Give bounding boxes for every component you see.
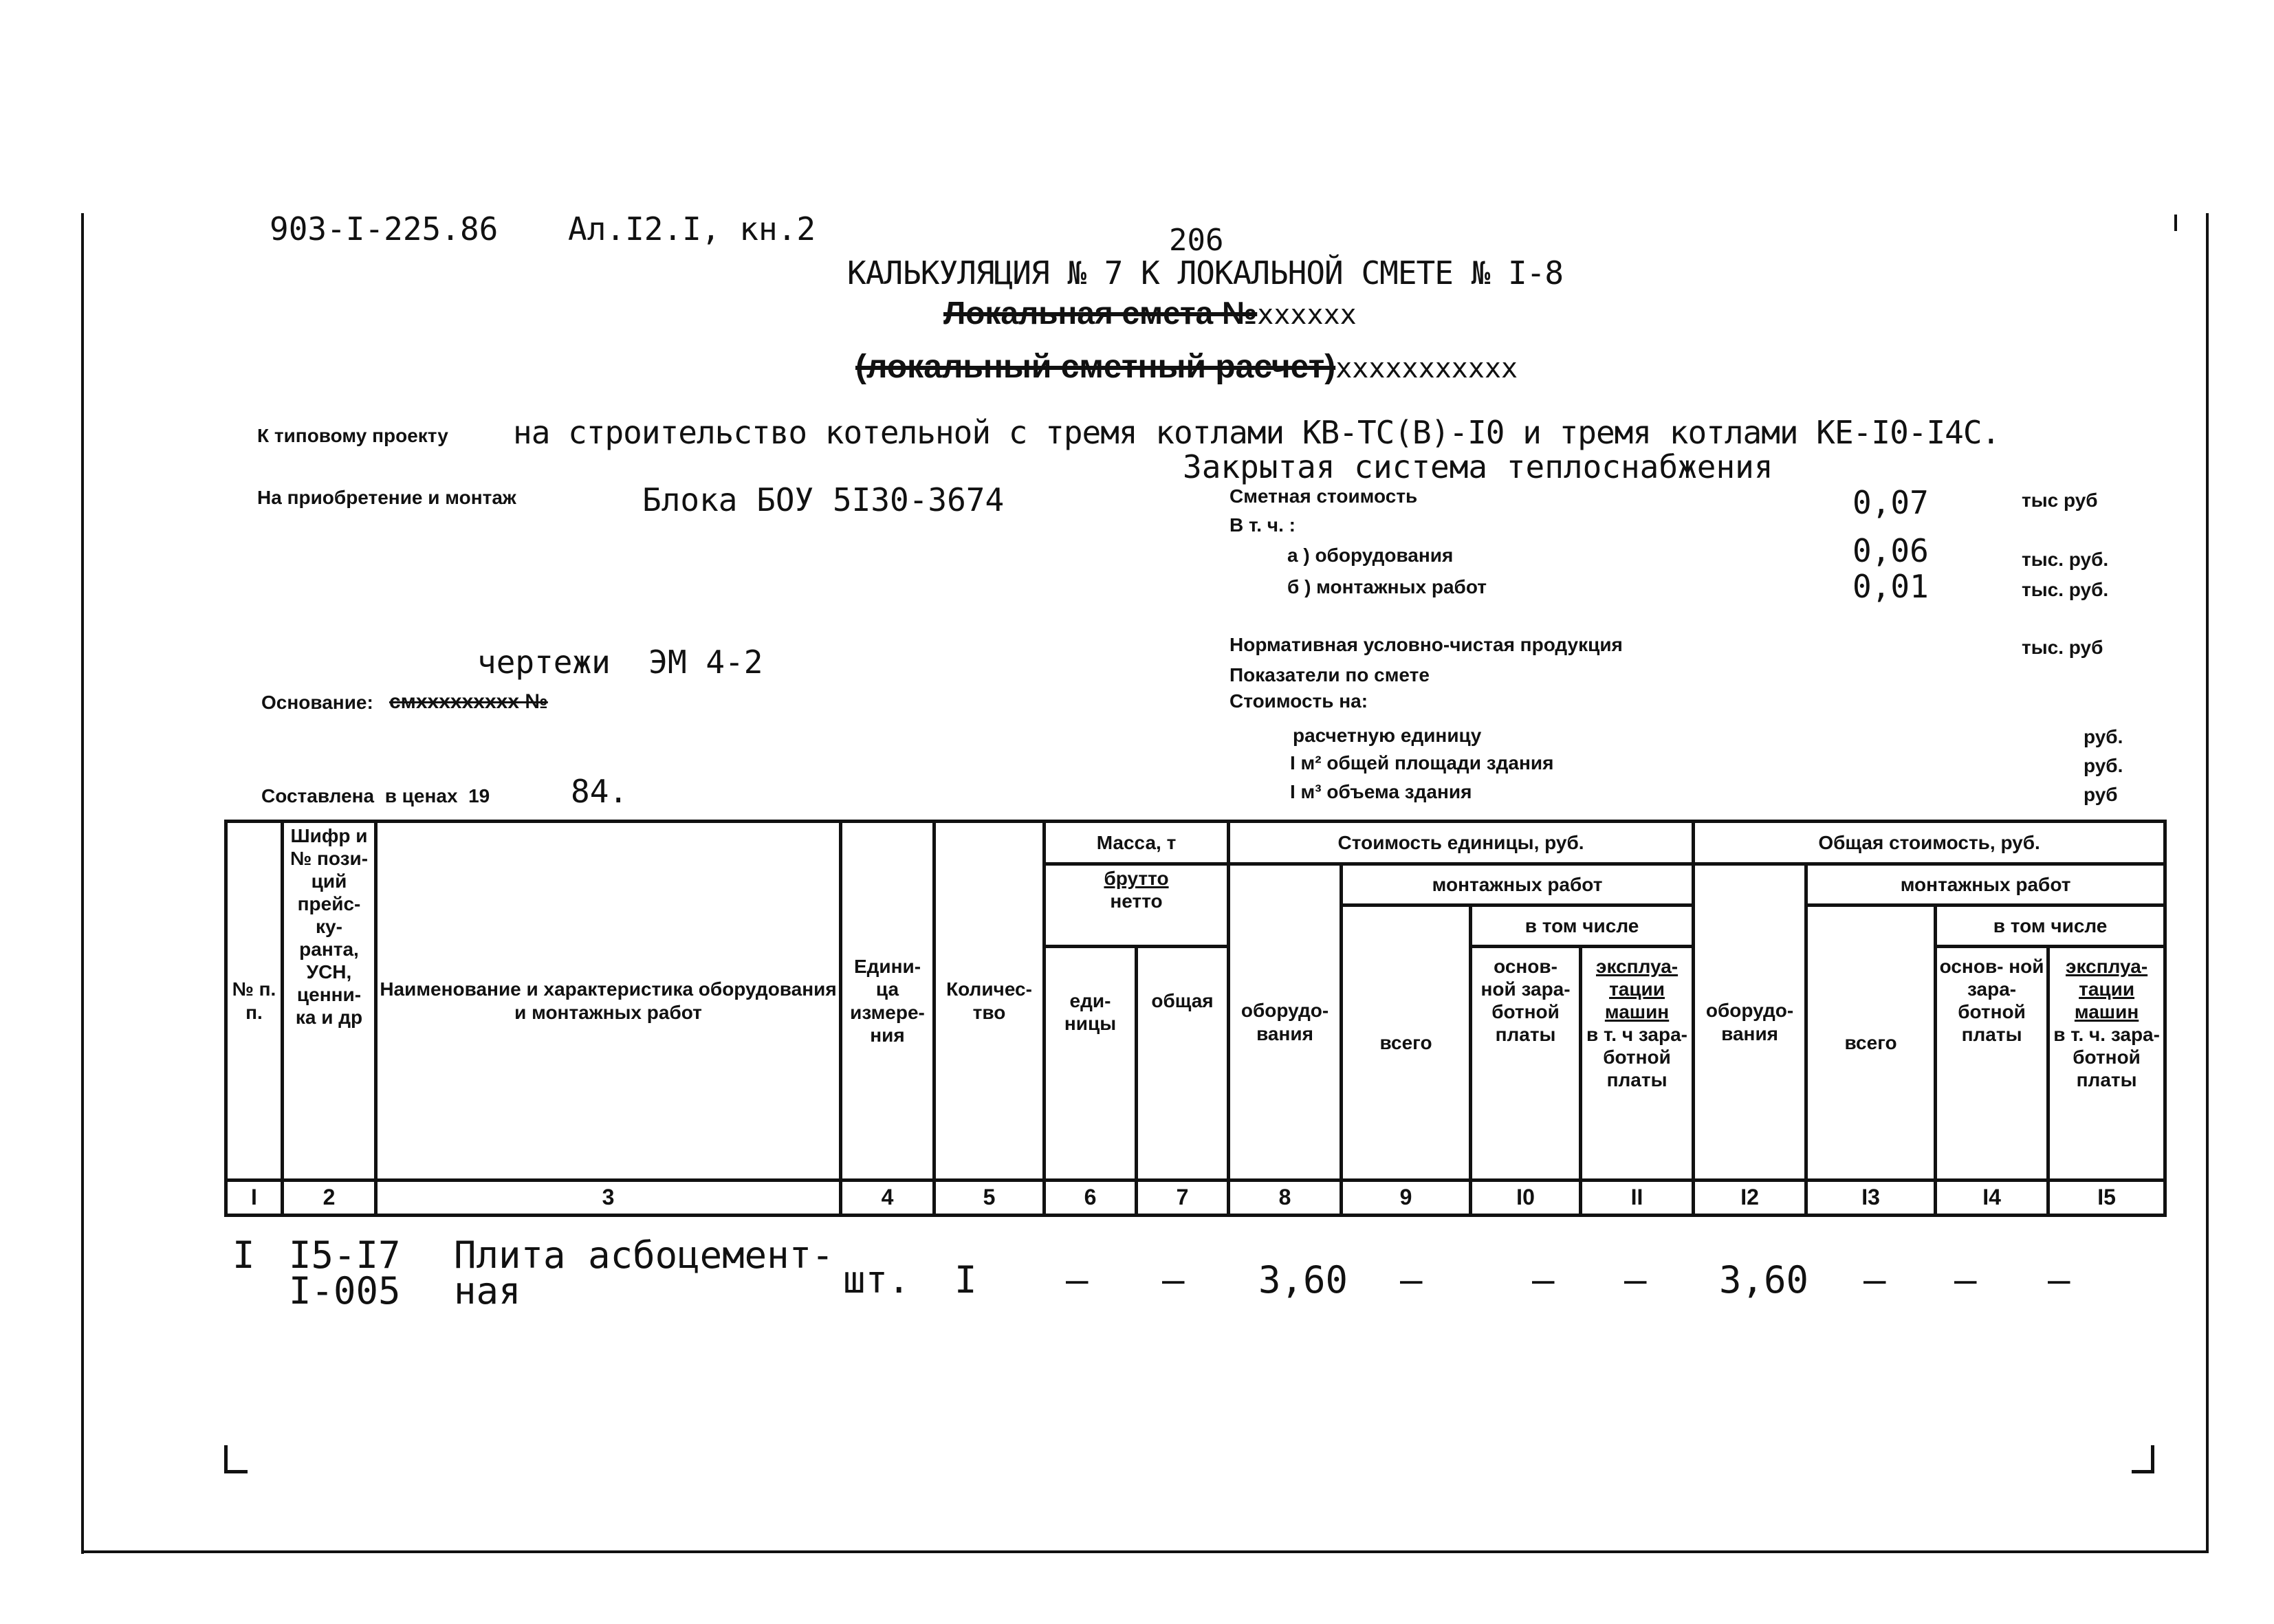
header-machines-unit-b: в т. ч зара- ботной платы bbox=[1586, 1024, 1688, 1091]
corner-mark-top-right bbox=[2174, 215, 2177, 231]
header-including-2: в том числе bbox=[1936, 906, 2165, 947]
column-number: I0 bbox=[1471, 1181, 1581, 1216]
column-number: 8 bbox=[1229, 1181, 1342, 1216]
purpose-value: Блока БОУ 5I30-3674 bbox=[642, 481, 1005, 518]
column-number: 7 bbox=[1137, 1181, 1229, 1216]
equipment-unit: тыс. руб. bbox=[2022, 549, 2109, 570]
row-equipment-unit: 3,60 bbox=[1258, 1258, 1348, 1302]
including-label: В т. ч. : bbox=[1229, 514, 1295, 536]
row-wage-total: – bbox=[1954, 1258, 1977, 1302]
calculation-title: КАЛЬКУЛЯЦИЯ № 7 К ЛОКАЛЬНОЙ СМЕТЕ № I-8 bbox=[847, 254, 1564, 292]
header-machines-unit bbox=[1581, 947, 1694, 1181]
row-name-2: ная bbox=[454, 1269, 521, 1313]
row-mass-unit: – bbox=[1066, 1258, 1089, 1302]
row-code-2: I-005 bbox=[289, 1269, 401, 1313]
project-code: 903-I-225.86 bbox=[270, 210, 499, 248]
header-brutto-netto bbox=[1045, 864, 1229, 947]
row-code-1: I5-I7 bbox=[289, 1233, 401, 1277]
total-cost-unit: тыс руб bbox=[2022, 490, 2098, 511]
header-brutto: брутто bbox=[1104, 868, 1169, 889]
project-value: на строительство котельной с тремя котлами КВ-ТС(В)-I0 и тремя котлами КЕ-I0-I4С. bbox=[513, 414, 2000, 451]
form-title-1-overwrite: xxxxxx bbox=[1257, 299, 1357, 331]
column-number: 5 bbox=[934, 1181, 1045, 1216]
header-netto: нетто bbox=[1110, 890, 1163, 912]
row-wage-unit: – bbox=[1532, 1258, 1555, 1302]
installation-unit: тыс. руб. bbox=[2022, 579, 2109, 600]
row-number: I bbox=[232, 1233, 255, 1277]
column-number: I2 bbox=[1694, 1181, 1806, 1216]
per-m3-unit: руб bbox=[2084, 784, 2118, 805]
header-including: в том числе bbox=[1471, 906, 1694, 947]
column-number: I4 bbox=[1936, 1181, 2048, 1216]
header-unit-cost: Стоимость единицы, руб. bbox=[1229, 822, 1694, 864]
header-row-number: № п. п. bbox=[226, 822, 283, 1181]
per-unit-unit: руб. bbox=[2084, 726, 2123, 747]
row-name-1: Плита асбоцемент- bbox=[454, 1233, 834, 1277]
form-title-2-overwrite: xxxxxxxxxxx bbox=[1335, 353, 1518, 384]
corner-mark-bottom-right-v bbox=[2151, 1445, 2154, 1473]
header-unit: Едини- ца измере- ния bbox=[841, 822, 934, 1181]
header-equipment-unit: оборудо- вания bbox=[1229, 864, 1342, 1181]
form-title-local-estimate bbox=[943, 294, 1357, 331]
normative-production-label: Нормативная условно-чистая продукция bbox=[1229, 634, 1623, 655]
header-machines-total-a: эксплуа- тации машин bbox=[2066, 956, 2148, 1023]
equipment-label: а ) оборудования bbox=[1287, 545, 1454, 566]
header-name: Наименование и характеристика оборудования и монтажных работ bbox=[376, 822, 841, 1181]
column-number: 9 bbox=[1342, 1181, 1471, 1216]
cost-per-label: Стоимость на: bbox=[1229, 690, 1368, 712]
frame-right-line bbox=[2206, 213, 2209, 1553]
basis-value: смxxxxxxxxx № bbox=[389, 690, 548, 713]
installation-label: б ) монтажных работ bbox=[1287, 576, 1487, 597]
row-code bbox=[289, 1233, 401, 1313]
row-name bbox=[454, 1233, 834, 1313]
frame-bottom-line bbox=[81, 1550, 2206, 1553]
header-price-code: Шифр и № пози- ций прейс- ку- ранта, УСН, ценни- ка и др bbox=[283, 822, 376, 1181]
equipment-value: 0,06 bbox=[1852, 532, 1929, 569]
prices-label: Составлена в ценах 19 bbox=[261, 785, 490, 806]
column-number: I3 bbox=[1806, 1181, 1936, 1216]
header-total-cost: Общая стоимость, руб. bbox=[1694, 822, 2165, 864]
normative-production-unit: тыс. руб bbox=[2022, 637, 2103, 658]
column-number: I5 bbox=[2048, 1181, 2165, 1216]
per-unit-label: расчетную единицу bbox=[1293, 725, 1482, 746]
estimate-table bbox=[224, 820, 2167, 1217]
project-value-line2: Закрытая система теплоснабжения bbox=[1183, 448, 1773, 485]
header-install-total-unit: всего bbox=[1342, 906, 1471, 1181]
form-title-2: (локальный сметный расчет) bbox=[855, 349, 1336, 385]
header-quantity: Количес- тво bbox=[934, 822, 1045, 1181]
purpose-label: На приобретение и монтаж bbox=[257, 487, 516, 508]
row-machines-unit: – bbox=[1624, 1258, 1647, 1302]
total-cost-label: Сметная стоимость bbox=[1229, 485, 1418, 507]
row-equipment-total: 3,60 bbox=[1719, 1258, 1809, 1302]
header-install-total: всего bbox=[1806, 906, 1936, 1181]
column-number: 6 bbox=[1045, 1181, 1137, 1216]
drawings-reference: чертежи ЭМ 4-2 bbox=[477, 644, 763, 681]
row-unit: шт. bbox=[843, 1258, 910, 1302]
header-wage-unit: основ- ной зара- ботной платы bbox=[1471, 947, 1581, 1181]
header-equipment-total: оборудо- вания bbox=[1694, 864, 1806, 1181]
album-reference: Ал.I2.I, кн.2 bbox=[568, 210, 816, 248]
indicators-label: Показатели по смете bbox=[1229, 664, 1430, 685]
per-m3-label: I м³ объема здания bbox=[1290, 781, 1472, 802]
corner-mark-bottom-right-h bbox=[2132, 1470, 2154, 1473]
corner-mark-bottom-left-h bbox=[224, 1470, 248, 1473]
basis-label: Основание: bbox=[261, 692, 373, 713]
total-cost-value: 0,07 bbox=[1852, 484, 1929, 521]
header-mass-unit: еди- ницы bbox=[1045, 947, 1137, 1181]
column-number: 4 bbox=[841, 1181, 934, 1216]
column-number: 2 bbox=[283, 1181, 376, 1216]
header-install-works: монтажных работ bbox=[1342, 864, 1694, 906]
project-label: К типовому проекту bbox=[257, 425, 448, 446]
header-wage-total: основ- ной зара- ботной платы bbox=[1936, 947, 2048, 1181]
prices-year: 84. bbox=[571, 773, 628, 810]
installation-value: 0,01 bbox=[1852, 568, 1929, 605]
header-mass: Масса, т bbox=[1045, 822, 1229, 864]
header-machines-total bbox=[2048, 947, 2165, 1181]
row-quantity: I bbox=[954, 1258, 977, 1302]
column-number: II bbox=[1581, 1181, 1694, 1216]
column-number: I bbox=[226, 1181, 283, 1216]
header-mass-total: общая bbox=[1137, 947, 1229, 1181]
header-install-works-2: монтажных работ bbox=[1806, 864, 2165, 906]
row-machines-total: – bbox=[2048, 1258, 2070, 1302]
corner-mark-bottom-left-v bbox=[224, 1445, 228, 1473]
frame-left-line bbox=[81, 213, 84, 1554]
per-m2-label: I м² общей площади здания bbox=[1290, 752, 1554, 773]
row-install-total-unit: – bbox=[1400, 1258, 1423, 1302]
header-machines-unit-a: эксплуа- тации машин bbox=[1595, 956, 1679, 1023]
form-title-1: Локальная смета № bbox=[943, 295, 1258, 331]
row-mass-total: – bbox=[1162, 1258, 1185, 1302]
page-number: 206 bbox=[1169, 223, 1224, 258]
column-number: 3 bbox=[376, 1181, 841, 1216]
form-title-local-calculation bbox=[855, 348, 1518, 386]
per-m2-unit: руб. bbox=[2084, 755, 2123, 776]
header-machines-total-b: в т. ч. зара- ботной платы bbox=[2053, 1024, 2160, 1091]
row-install-total: – bbox=[1863, 1258, 1886, 1302]
